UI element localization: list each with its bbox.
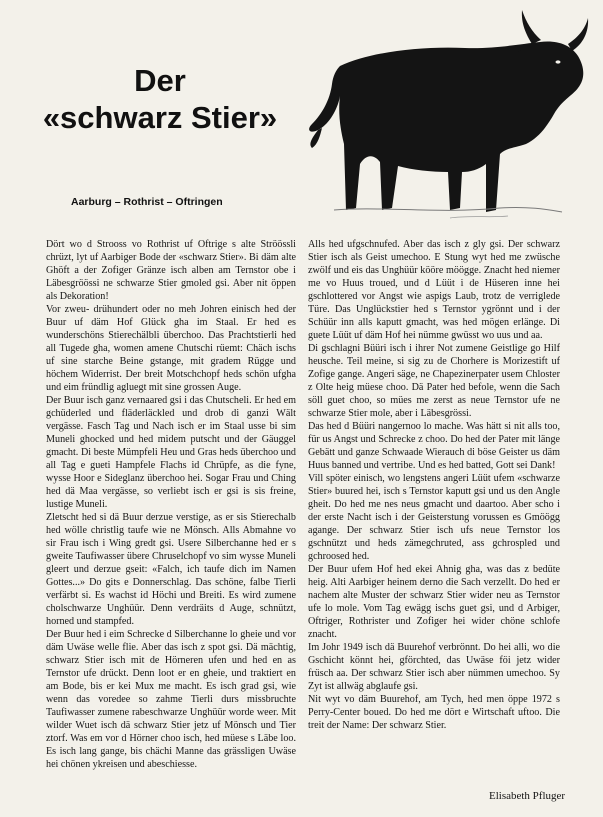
article-paragraph: Der Buur ufem Hof hed ekei Ahnig gha, was das z bedüte heig. Alti Aarbiger heinem derno die Sach verzellt. Do hed er nachem alte Muster der schwarz Stier wider neu as Ternstor ufe lo mole. Vom Tag ewägg ischs guet gsi, und d Arbiger, Oftriger, Rothrister und Zofiger hei wider chöne schlofe znacht.	[308, 564, 560, 640]
place-names-subtitle: Aarburg – Rothrist – Oftringen	[71, 196, 223, 208]
article-paragraph: Alls hed ufgschnufed. Aber das isch z gly gsi. Der schwarz Stier isch als Geist umechoo. E Stung wyt hed me zwüsche zwölf und eis das Unghüür kööre möögge. Znacht hed niemer me vo Huus troued, und d Lüüt i de Hüseren inne hei gschlottered vor Angst wie aspigs Laub, trotz de verriglede Türe. Das Unglückstier hed s Ternstor ygrönnt und i der Schüür inn alls kaputt gmacht, was hed mögen erlänge. Di guete Lüüt uf däm Hof hei nümme gwüsst wo uus und aa.	[308, 239, 560, 341]
article-paragraph: Vor zweu- drühundert oder no meh Johren einisch hed der Buur uf däm Hof Glück gha im Staal. Er hed es wunderschöns Stierechälbli überchoo. Das Prachtstierli hed all Tugede gha, women amene Chutschi rüemt: Chäch ischs uf sine starche Beine gstange, mit gradem Rügge und höchem Widerrist. Der breit Motschchopf heds schön ufgha und eim fründlig agluegt mit sine grossen Auge.	[46, 304, 296, 393]
article-column-right	[308, 238, 560, 732]
article-paragraph: Der Buur isch ganz vernaared gsi i das Chutscheli. Er hed em gchüderled und fläderläckled und drob di ganzi Wält vergässe. Fasch Tag und Nach isch er im Staal usse bi sim Muneli ghocked und hed midem putscht und der Gäuggel gmacht. Di beste Mümpfeli Heu und Gras heds überchoo und all Tag e gueti Hampfele Flachs id Chrüpfe, as die fyne, wysse Hoor e Sideglanz überchoo hei. Sogar Frau und Ching hed dä Maa vergässe, so verliebt isch er gsi is sis freine, lustige Muneli.	[46, 395, 296, 510]
article-paragraph: Das hed d Büüri nangernoo lo mache. Was hätt si nit alls too, für us Angst und Schrecke z choo. Do hed der Pater mit länge Gebätt und ganze Schwaade Wierauch di böse Geister us däm Huus banned und vertribe. Und es hed batted, Gott sei Dank!	[308, 421, 560, 471]
article-column-left	[46, 238, 296, 771]
title-line-2: «schwarz Stier»	[42, 100, 278, 135]
article-paragraph: Der Buur hed i eim Schrecke d Silberchanne lo gheie und vor däm Uwäse welle flie. Aber das isch z spot gsi. Dä mächtig, schwarz Stier isch mit de Hörneren ufen und hed en as Ternstor ufe drückt. Denn loot er en gheie, und traktiert en am Bode, bis er kei Mux me macht. Es isch grad gsi, wie wenn das voredee so zahme Tierli durs missbruchte Taufiwasser zumene rabeschwarze Unghüür worde weer. Mit wilder Wuet isch dä schwarz Stier jetz uf Mönsch und Tier ztorf. Was em vor d Hörner choo isch, hed müese s Läbe loo. Es isch lang gange, bis chächi Manne das grässligen Uwäse hei chönen ykreisen und abeschiesse.	[46, 629, 296, 770]
author-signature: Elisabeth Pfluger	[489, 790, 566, 802]
title-line-1: Der	[134, 63, 186, 98]
article-paragraph: Zletscht hed si dä Buur derzue verstige, as er sis Stierechalb hed wölle christlig taufe wie ne Mönsch. Alls Abmahne vo sir Frau isch i Wing gredt gsi. Usere Silberchanne hed er s gweite Taufiwasser übere Chruselchopf vo sim wysse Muneli gleert und derzue gseit: «Falch, ich taufe dich im Namen Gottes...» Do gits e Donnerschlag. Das schöne, falbe Tierli verfärbt si. Es wachst id Höchi und Breiti. Es wird zumene cholschwarze Unghüür. Denn verdräits d Auge, schnützt, horned und stampfed.	[46, 512, 296, 627]
black-bull-illustration	[300, 4, 596, 224]
article-paragraph: Di gschlagni Büüri isch i ihrer Not zumene Geistlige go Hilf heusche. Teil meine, si sig zu de Chorhere is Morizestift uf Zofige gange. Angeri säge, ne Chapezinerpater usem Chloster z Olte heig müese choo. Dä Pater hed befole, wenn die Sach söll guet choo, so mües me zerst as neue Ternstor ufe ne schwarze Stier mole, aber i Läbesgrössi.	[308, 343, 560, 419]
article-paragraph: Vill spöter einisch, wo lengstens angeri Lüüt ufem «schwarze Stier» buured hei, isch s Ternstor kaputt gsi und us den Angle gheit. Do hed me nes neus gmacht und daartoo. Aber scho i der erste Nacht isch i der Geisterstung vorussen es Gmöögg agange. Der schwarz Stier isch ufs neue Ternstor los gschnützt und heds zämegchruted, ass gchrospled und gchroosed hed.	[308, 473, 560, 562]
article-paragraph: Nit wyt vo däm Buurehof, am Tych, hed men öppe 1972 s Perry-Center boued. Do hed me dört e Wirtschaft uftoo. Die treit der Name: Der schwarz Stier.	[308, 694, 560, 731]
article-paragraph: Im Johr 1949 isch dä Buurehof verbrönnt. Do hei alli, wo die Gschicht könnt hei, gförchted, das Uwäse föi jetz wider früsch aa. Der schwarz Stier isch aber nümmen umechoo. Sy Zyt ist allwäg abglaufe gsi.	[308, 642, 560, 692]
article-paragraph: Dört wo d Strooss vo Rothrist uf Oftrige s alte Ströössli chrüzt, lyt uf Aarbiger Bode der «schwarz Stier». Bi däm alte Ghöft a der Zofiger Gränze isch alben am Ternstor obe i Läbesgröössi ne schwarze Stier gmoled gsi. Aber nit öppen als Dekoration!	[46, 239, 296, 302]
article-title	[40, 62, 280, 136]
